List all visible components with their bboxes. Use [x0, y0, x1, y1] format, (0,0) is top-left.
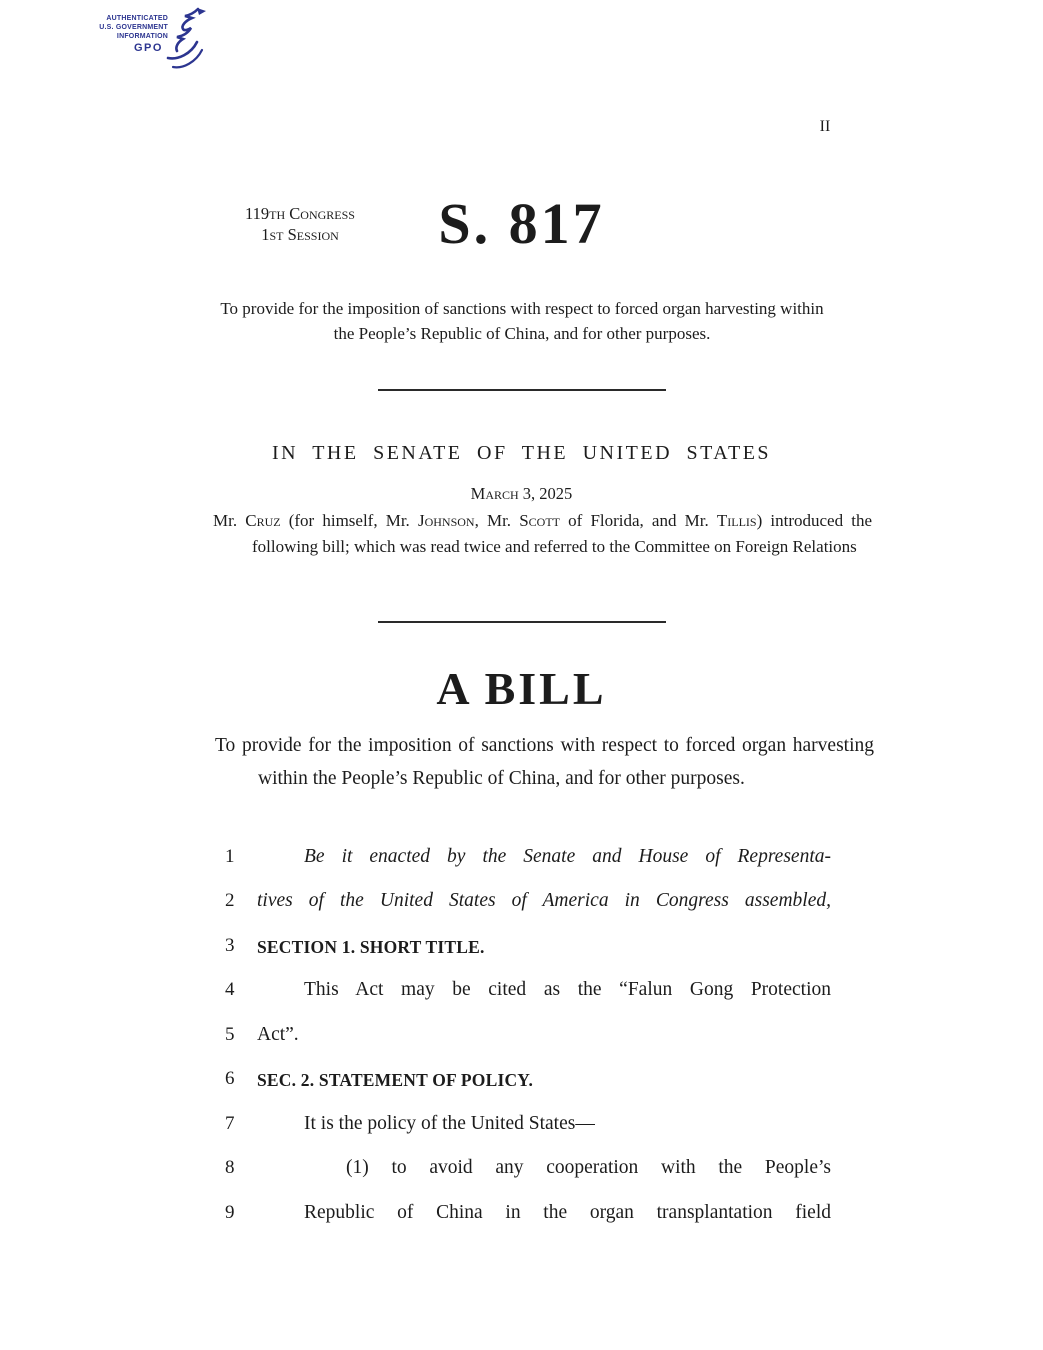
line-text: tives of the United States of America in Congress assembled,	[257, 890, 831, 911]
bill-line	[225, 1113, 831, 1135]
line-number: 2	[225, 890, 235, 911]
sponsor-name-tillis: Tillis	[716, 511, 757, 530]
gpo-seal	[70, 6, 280, 78]
line-number: 1	[225, 846, 235, 867]
line-number: 5	[225, 1024, 235, 1045]
sponsor-name-scott: Scott	[519, 511, 560, 530]
line-number: 6	[225, 1068, 235, 1089]
line-text: SECTION 1. SHORT TITLE.	[257, 937, 485, 957]
sponsor-text: ) introduced the following bill; which was read twice and referred to the Committee on Foreign Relations	[252, 511, 872, 556]
gpo-seal-gpo-label: GPO	[134, 42, 163, 54]
line-number: 4	[225, 979, 235, 1000]
bill-line	[225, 1024, 831, 1046]
line-text: Act”.	[257, 1024, 299, 1045]
line-text: It is the policy of the United States—	[304, 1113, 595, 1134]
session-label: 1st Session	[261, 225, 339, 244]
congress-label: 119th Congress	[245, 204, 355, 223]
senate-heading: IN THE SENATE OF THE UNITED STATES	[271, 442, 772, 464]
sponsor-text: (for himself, Mr.	[280, 511, 418, 530]
divider-rule-top	[378, 389, 666, 391]
gpo-seal-text	[70, 14, 168, 41]
line-text: Be it enacted by the Senate and House of Representa-	[304, 846, 831, 867]
sponsor-text: , Mr.	[474, 511, 520, 530]
line-text: (1) to avoid any cooperation with the People’s	[346, 1157, 831, 1178]
line-text: This Act may be cited as the “Falun Gong Protection	[304, 979, 831, 1000]
bill-heading: A BILL	[436, 663, 607, 714]
bill-body	[225, 846, 831, 1266]
page-number: II	[819, 118, 831, 135]
gpo-seal-line1: AUTHENTICATED	[106, 15, 168, 22]
introduction-date-text: March 3, 2025	[470, 484, 573, 503]
bill-line	[225, 1157, 831, 1179]
sponsor-name-johnson: Johnson	[417, 511, 475, 530]
bill-line	[225, 1068, 831, 1091]
line-number: 9	[225, 1202, 235, 1223]
divider-rule-bottom	[378, 621, 666, 623]
bill-number: S. 817	[438, 191, 605, 256]
gpo-eagle-icon	[166, 6, 210, 72]
bill-line	[225, 1202, 831, 1224]
sponsor-name-cruz: Cruz	[245, 511, 281, 530]
sponsor-text: Mr.	[213, 511, 246, 530]
sponsor-text: of Florida, and Mr.	[560, 511, 717, 530]
bill-line	[225, 935, 831, 958]
gpo-seal-line3: INFORMATION	[116, 33, 168, 40]
bill-line	[225, 846, 831, 868]
bill-line	[225, 890, 831, 912]
line-text: Republic of China in the organ transplantation field	[304, 1202, 831, 1223]
bill-purpose: To provide for the imposition of sanctions with respect to forced organ harvesting within the People’s Republic of China, and for other purposes.	[215, 735, 874, 789]
introduction-date	[0, 484, 1043, 504]
line-number: 7	[225, 1113, 235, 1134]
line-text: SEC. 2. STATEMENT OF POLICY.	[257, 1070, 534, 1090]
line-number: 8	[225, 1157, 235, 1178]
bill-line	[225, 979, 831, 1001]
sponsor-paragraph	[213, 508, 872, 559]
line-number: 3	[225, 935, 235, 956]
bill-summary: To provide for the imposition of sanctions with respect to forced organ harvesting within the People’s Republic of China, and for other purposes.	[220, 299, 824, 343]
gpo-seal-line2: U.S. GOVERNMENT	[99, 24, 168, 31]
